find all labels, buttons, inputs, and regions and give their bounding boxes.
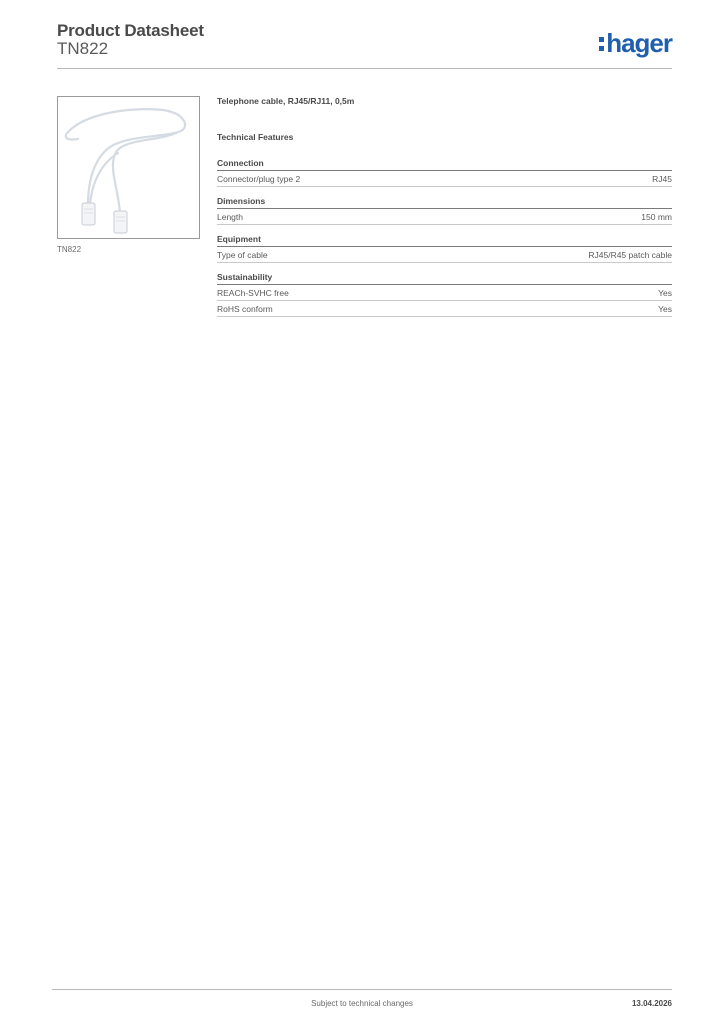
spec-value: Yes <box>658 288 672 298</box>
features-heading: Technical Features <box>217 132 294 142</box>
logo-colon-icon <box>599 35 604 53</box>
spec-row <box>217 171 672 187</box>
section-title: Connection <box>217 158 672 171</box>
spec-row <box>217 247 672 263</box>
section-connection <box>217 158 672 187</box>
section-title: Sustainability <box>217 272 672 285</box>
product-image <box>57 96 200 239</box>
spec-label: Connector/plug type 2 <box>217 174 301 184</box>
logo-text: hager <box>606 28 672 58</box>
section-title: Equipment <box>217 234 672 247</box>
footer-note: Subject to technical changes <box>311 999 413 1008</box>
footer-date: 13.04.2026 <box>631 999 672 1008</box>
spec-value: 150 mm <box>641 212 672 222</box>
spec-label: REACh-SVHC free <box>217 288 289 298</box>
cable-illustration-icon <box>58 97 199 238</box>
header-divider <box>57 68 672 69</box>
spec-label: Length <box>217 212 243 222</box>
section-sustainability <box>217 272 672 317</box>
page-title: Product Datasheet <box>57 21 204 40</box>
spec-row <box>217 301 672 317</box>
spec-value: RJ45/R45 patch cable <box>588 250 672 260</box>
product-reference: TN822 <box>57 39 109 58</box>
section-title: Dimensions <box>217 196 672 209</box>
section-equipment <box>217 234 672 263</box>
spec-label: RoHS conform <box>217 304 273 314</box>
specifications <box>217 96 672 326</box>
spec-value: Yes <box>658 304 672 314</box>
spec-label: Type of cable <box>217 250 268 260</box>
image-caption: TN822 <box>57 245 82 254</box>
spec-row <box>217 285 672 301</box>
section-dimensions <box>217 196 672 225</box>
product-name: Telephone cable, RJ45/RJ11, 0,5m <box>217 96 355 106</box>
footer-divider <box>52 989 672 990</box>
spec-value: RJ45 <box>652 174 672 184</box>
spec-row <box>217 209 672 225</box>
hager-logo <box>599 28 672 59</box>
